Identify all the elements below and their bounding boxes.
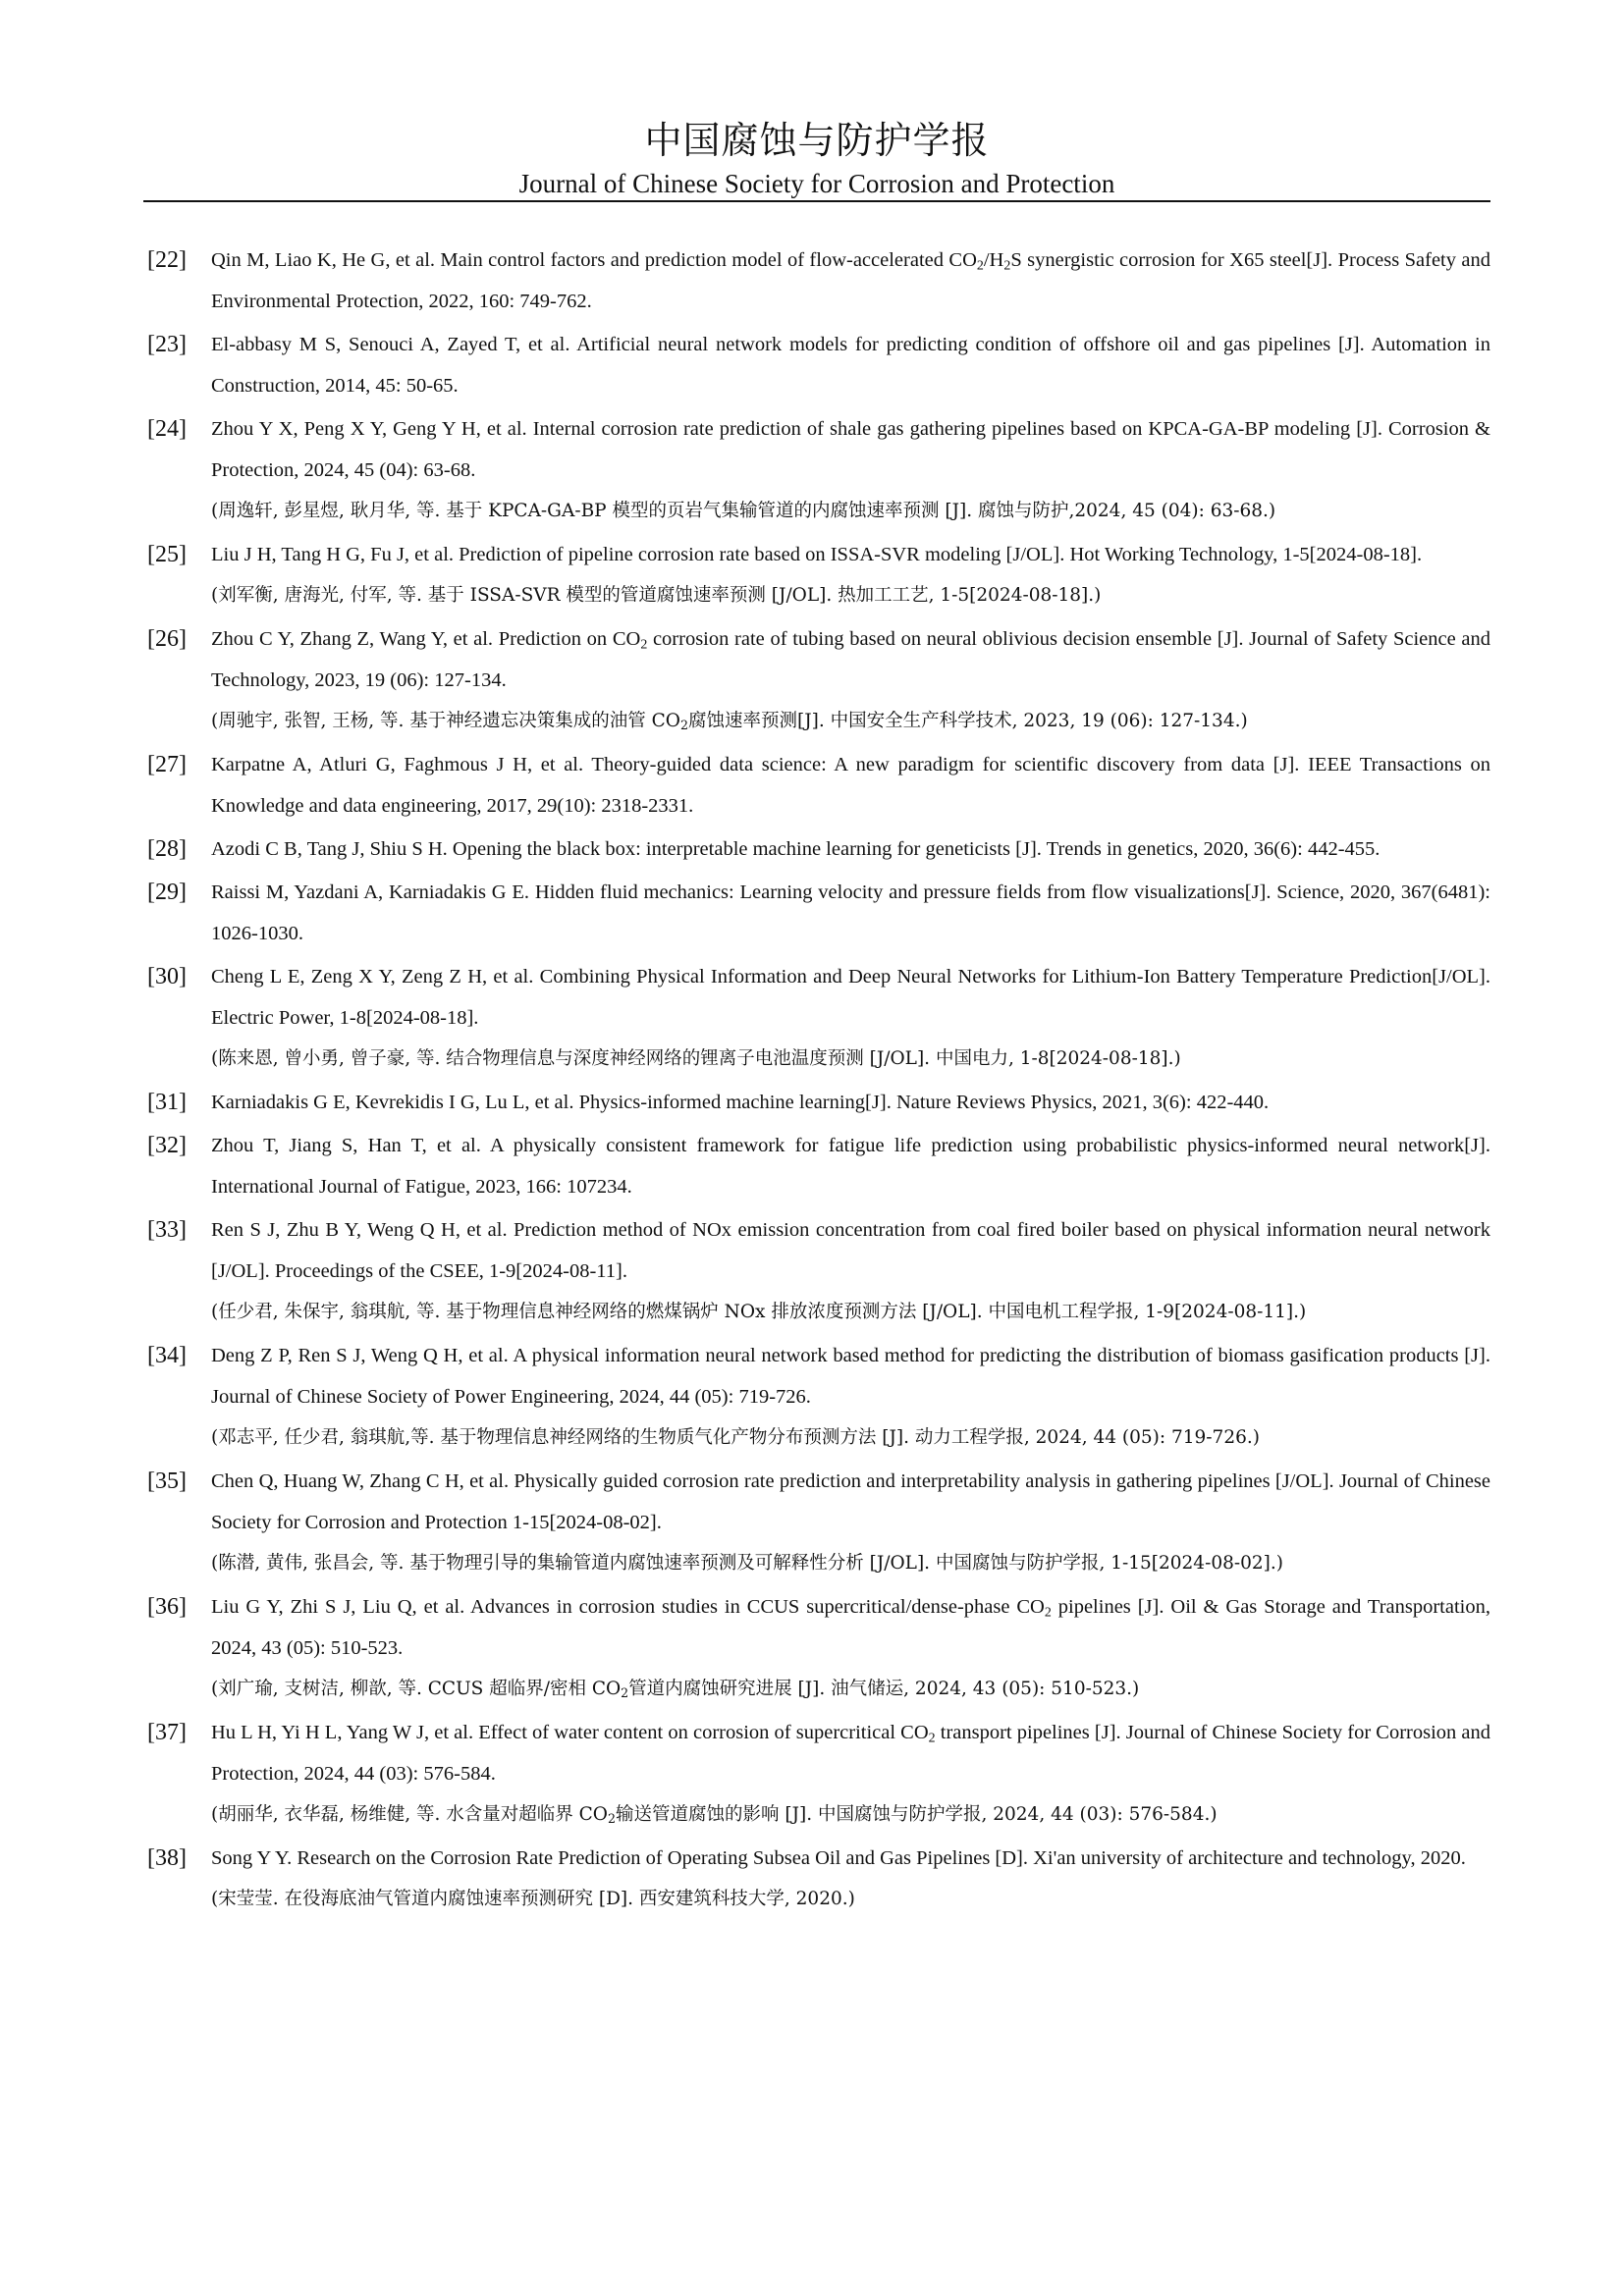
reference-text: Ren S J, Zhu B Y, Weng Q H, et al. Prediction method of NOx emission concentration from coal fired boiler based on physical information neural network [J/OL]. Proceedings of the CSEE, 1-9[2024-08-11]. — [211, 1219, 1490, 1282]
reference-chinese-translation: (周驰宇, 张智, 王杨, 等. 基于神经遗忘决策集成的油管 $CO_2$腐蚀速率预测[J]. 中国安全生产科学技术, 2023, 19 (06): 127-134.) — [211, 711, 1248, 733]
reference-chinese-translation: (周逸轩, 彭星煜, 耿月华, 等. 基于 KPCA-GA-BP 模型的页岩气集输管道的内腐蚀速率预测 [J]. 腐蚀与防护,2024, 45 (04): 63-68.) — [211, 501, 1276, 521]
journal-title-chinese: 中国腐蚀与防护学报 — [644, 119, 990, 162]
reference-number: [37] — [147, 1720, 187, 1745]
reference-item — [147, 1125, 1490, 1207]
reference-number: [33] — [147, 1217, 187, 1243]
reference-number: [26] — [147, 626, 187, 652]
reference-item — [147, 618, 1490, 742]
reference-item — [147, 324, 1490, 406]
reference-chinese-translation: (邓志平, 任少君, 翁琪航,等. 基于物理信息神经网络的生物质气化产物分布预测方法 [J]. 动力工程学报, 2024, 44 (05): 719-726.) — [211, 1427, 1260, 1448]
reference-text: Zhou C Y, Zhang Z, Wang Y, et al. Prediction on $CO_2$ corrosion rate of tubing based on neural oblivious decision ensemble [J]. Journal of Safety Science and Technology, 2023, 19 (06): 127-134. — [211, 628, 1490, 691]
reference-number: [32] — [147, 1133, 187, 1158]
reference-text: Song Y Y. Research on the Corrosion Rate Prediction of Operating Subsea Oil and Gas Pipelines [D]. Xi'an university of architecture and technology, 2020. — [211, 1847, 1466, 1869]
reference-item — [147, 1712, 1490, 1836]
journal-title-english: Journal of Chinese Society for Corrosion and Protection — [518, 169, 1115, 198]
reference-text: Liu G Y, Zhi S J, Liu Q, et al. Advances in corrosion studies in CCUS supercritical/dense-phase $CO_2$ pipelines [J]. Oil & Gas Storage and Transportation, 2024, 43 (05): 510-523. — [211, 1596, 1490, 1659]
reference-number: [23] — [147, 332, 187, 357]
reference-number: [34] — [147, 1343, 187, 1368]
reference-chinese-translation: (陈潜, 黄伟, 张昌会, 等. 基于物理引导的集输管道内腐蚀速率预测及可解释性分析 [J/OL]. 中国腐蚀与防护学报, 1-15[2024-08-02].) — [211, 1553, 1283, 1574]
reference-number: [22] — [147, 247, 187, 273]
reference-item — [147, 828, 1490, 870]
reference-chinese-translation: (刘广瑜, 支树洁, 柳歆, 等. CCUS 超临界/密相 $CO_2$管道内腐蚀研究进展 [J]. 油气储运, 2024, 43 (05): 510-523.) — [211, 1679, 1140, 1701]
reference-item — [147, 744, 1490, 827]
reference-text: Hu L H, Yi H L, Yang W J, et al. Effect of water content on corrosion of supercritical $CO_2$ transport pipelines [J]. Journal of Chinese Society for Corrosion and Protection, 2024, 44 (03): 576-584. — [211, 1722, 1490, 1785]
reference-item — [147, 1838, 1490, 1920]
reference-chinese-translation: (宋莹莹. 在役海底油气管道内腐蚀速率预测研究 [D]. 西安建筑科技大学, 2020.) — [211, 1889, 855, 1909]
reference-item — [147, 534, 1490, 616]
reference-list — [147, 240, 1490, 1922]
header-divider — [143, 200, 1490, 202]
reference-number: [31] — [147, 1090, 187, 1115]
reference-text: Zhou T, Jiang S, Han T, et al. A physically consistent framework for fatigue life prediction using probabilistic physics-informed neural network[J]. International Journal of Fatigue, 2023, 166: 107234. — [211, 1135, 1490, 1198]
reference-text: Raissi M, Yazdani A, Karniadakis G E. Hidden fluid mechanics: Learning velocity and pressure fields from flow visualizations[J]. Science, 2020, 367(6481): 1026-1030. — [211, 881, 1490, 944]
reference-item — [147, 956, 1490, 1080]
reference-number: [36] — [147, 1594, 187, 1620]
reference-chinese-translation: (刘军衡, 唐海光, 付军, 等. 基于 ISSA-SVR 模型的管道腐蚀速率预测 [J/OL]. 热加工工艺, 1-5[2024-08-18].) — [211, 585, 1102, 606]
reference-text: Karpatne A, Atluri G, Faghmous J H, et al. Theory-guided data science: A new paradigm for scientific discovery from data [J]. IEEE Transactions on Knowledge and data engineering, 2017, 29(10): 2318-2331. — [211, 754, 1490, 817]
reference-text: Qin M, Liao K, He G, et al. Main control factors and prediction model of flow-accelerated $CO_2/H_2S$ synergistic corrosion for X65 steel[J]. Process Safety and Environmental Protection, 2022, 160: 749-762. — [211, 249, 1491, 312]
reference-chinese-translation: (胡丽华, 衣华磊, 杨维健, 等. 水含量对超临界 $CO_2$输送管道腐蚀的影响 [J]. 中国腐蚀与防护学报, 2024, 44 (03): 576-584.) — [211, 1804, 1218, 1827]
reference-number: [38] — [147, 1845, 187, 1871]
reference-number: [30] — [147, 964, 187, 989]
reference-item — [147, 1335, 1490, 1459]
reference-text: El-abbasy M S, Senouci A, Zayed T, et al. Artificial neural network models for predicting condition of offshore oil and gas pipelines [J]. Automation in Construction, 2014, 45: 50-65. — [211, 334, 1490, 397]
reference-number: [24] — [147, 416, 187, 442]
reference-text: Chen Q, Huang W, Zhang C H, et al. Physically guided corrosion rate prediction and interpretability analysis in gathering pipelines [J/OL]. Journal of Chinese Society for Corrosion and Protection 1-15[2024-08-02]. — [211, 1470, 1490, 1533]
reference-number: [27] — [147, 752, 187, 777]
reference-item — [147, 1209, 1490, 1333]
reference-chinese-translation: (任少君, 朱保宇, 翁琪航, 等. 基于物理信息神经网络的燃煤锅炉 NOx 排放浓度预测方法 [J/OL]. 中国电机工程学报, 1-9[2024-08-11].) — [211, 1302, 1307, 1322]
reference-text: Liu J H, Tang H G, Fu J, et al. Prediction of pipeline corrosion rate based on ISSA-SVR modeling [J/OL]. Hot Working Technology, 1-5[2024-08-18]. — [211, 544, 1423, 565]
reference-number: [28] — [147, 836, 187, 862]
reference-text: Cheng L E, Zeng X Y, Zeng Z H, et al. Combining Physical Information and Deep Neural Networks for Lithium-Ion Battery Temperature Prediction[J/OL]. Electric Power, 1-8[2024-08-18]. — [211, 966, 1490, 1029]
reference-item — [147, 1082, 1490, 1123]
reference-chinese-translation: (陈来恩, 曾小勇, 曾子豪, 等. 结合物理信息与深度神经网络的锂离子电池温度预测 [J/OL]. 中国电力, 1-8[2024-08-18].) — [211, 1048, 1181, 1069]
reference-number: [29] — [147, 880, 187, 905]
reference-item — [147, 1586, 1490, 1710]
reference-text: Karniadakis G E, Kevrekidis I G, Lu L, et al. Physics-informed machine learning[J]. Nature Reviews Physics, 2021, 3(6): 422-440. — [211, 1092, 1270, 1113]
reference-item — [147, 872, 1490, 954]
journal-header — [143, 116, 1490, 200]
reference-item — [147, 1461, 1490, 1584]
reference-number: [25] — [147, 542, 187, 567]
reference-number: [35] — [147, 1468, 187, 1494]
reference-text: Zhou Y X, Peng X Y, Geng Y H, et al. Internal corrosion rate prediction of shale gas gathering pipelines based on KPCA-GA-BP modeling [J]. Corrosion & Protection, 2024, 45 (04): 63-68. — [211, 418, 1490, 481]
reference-text: Deng Z P, Ren S J, Weng Q H, et al. A physical information neural network based method for predicting the distribution of biomass gasification products [J]. Journal of Chinese Society of Power Engineering, 2024, 44 (05): 719-726. — [211, 1345, 1490, 1408]
reference-item — [147, 240, 1490, 322]
reference-item — [147, 408, 1490, 532]
reference-text: Azodi C B, Tang J, Shiu S H. Opening the black box: interpretable machine learning for geneticists [J]. Trends in genetics, 2020, 36(6): 442-455. — [211, 838, 1380, 860]
